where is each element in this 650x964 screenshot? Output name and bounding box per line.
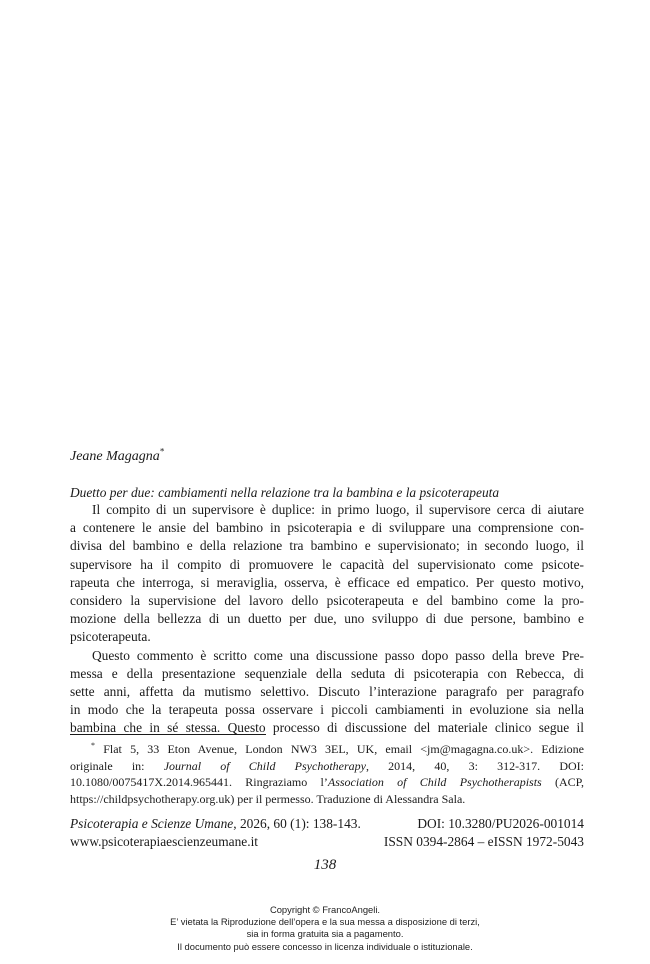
footnote-text: (ACP, (541, 775, 585, 790)
journal-volume: , 2026, 60 (1): 138-143. (233, 816, 361, 831)
paragraph-2 (70, 647, 584, 738)
footnote-text: , 2014, 40, 3: 312-317. DOI: (365, 758, 584, 773)
author-name-text: Jeane Magagna (70, 449, 160, 464)
text-line: messa e della presentazione sequenziale della seduta di psicoterapia con Rebecca, di (70, 665, 584, 681)
footnote-divider (70, 734, 266, 735)
footnote (70, 741, 584, 807)
text-line: supervisore ha il compito di promuovere le capacità del supervisionato come psicote- (70, 556, 584, 572)
text-line: Il compito di un supervisore è duplice: in primo luogo, il supervisore cerca di aiutare (92, 502, 584, 517)
author-name (70, 446, 165, 465)
text-line: divisa del bambino e della relazione tra bambino e supervisionato; in secondo luogo, il (70, 538, 584, 554)
article-title: Duetto per due: cambiamenti nella relazione tra la bambina e la psicoterapeuta (70, 485, 500, 500)
footnote-mark: * (91, 741, 95, 750)
journal-citation (70, 815, 361, 833)
copyright-line: Copyright © FrancoAngeli. (269, 904, 381, 915)
journal-name: Psicoterapia e Scienze Umane (70, 816, 234, 831)
text-line: bambina che in sé stessa. Questo processo di discussione del materiale clinico segue il (70, 720, 584, 736)
journal-website: www.psicoterapiaescienzeumane.it (70, 834, 259, 849)
footnote-text: originale in: (70, 758, 164, 773)
journal-website-row (70, 833, 584, 851)
journal-citation-row (70, 815, 584, 833)
journal-info (70, 815, 584, 851)
text-line: sette anni, affetta da mutismo selettivo. Discuto l’interazione paragrafo per paragrafo (70, 684, 584, 700)
footnote-line (70, 758, 584, 775)
journal-issn: ISSN 0394-2864 – eISSN 1972-5043 (383, 834, 584, 849)
page-number: 138 (313, 857, 337, 873)
text-line: psicoterapeuta. (70, 629, 151, 645)
text-line: a contenere le ansie del bambino in psicoterapia e di sviluppare una comprensione con- (70, 520, 584, 536)
paragraph-1 (70, 501, 584, 647)
footnote-line (70, 774, 584, 791)
text-line: Questo commento è scritto come una discussione passo dopo passo della breve Pre- (92, 647, 584, 663)
text-line: in modo che la terapeuta possa osservare i piccoli cambiamenti in evoluzione sia nella (70, 702, 584, 718)
footnote-association: Association of Child Psychotherapists (327, 775, 542, 790)
copyright-notice (0, 904, 650, 953)
text-line: considero la supervisione del lavoro dello psicoterapeuta e del bambino come la pro- (70, 593, 584, 609)
text-line: mozione della bellezza di un duetto per due, uno sviluppo di due persone, bambino e (70, 611, 584, 627)
journal-doi: DOI: 10.3280/PU2026-001014 (417, 816, 584, 831)
text-line: rapeuta che interroga, si meraviglia, osserva, è efficace ed empatico. Per questo motivo, (70, 574, 584, 590)
author-footnote-mark: * (159, 446, 165, 457)
copyright-line: sia in forma gratuita sia a pagamento. (246, 928, 404, 940)
article-body (70, 501, 584, 738)
copyright-line: Il documento può essere concesso in licenza individuale o istituzionale. (177, 940, 473, 952)
footnote-line: https://childpsychotherapy.org.uk) per il permesso. Traduzione di Alessandra Sala. (70, 791, 466, 806)
footnote-text: 10.1080/0075417X.2014.965441. Ringraziamo l’ (70, 775, 328, 790)
copyright-line: E’ vietata la Riproduzione dell’opera e la sua messa a disposizione di terzi, (170, 916, 480, 928)
footnote-line (70, 741, 584, 758)
footnote-journal: Journal of Child Psychotherapy (163, 758, 366, 773)
footnote-address: Flat 5, 33 Eton Avenue, London NW3 3EL, UK, email <jm@magagna.co.uk>. Edizione (103, 742, 585, 756)
